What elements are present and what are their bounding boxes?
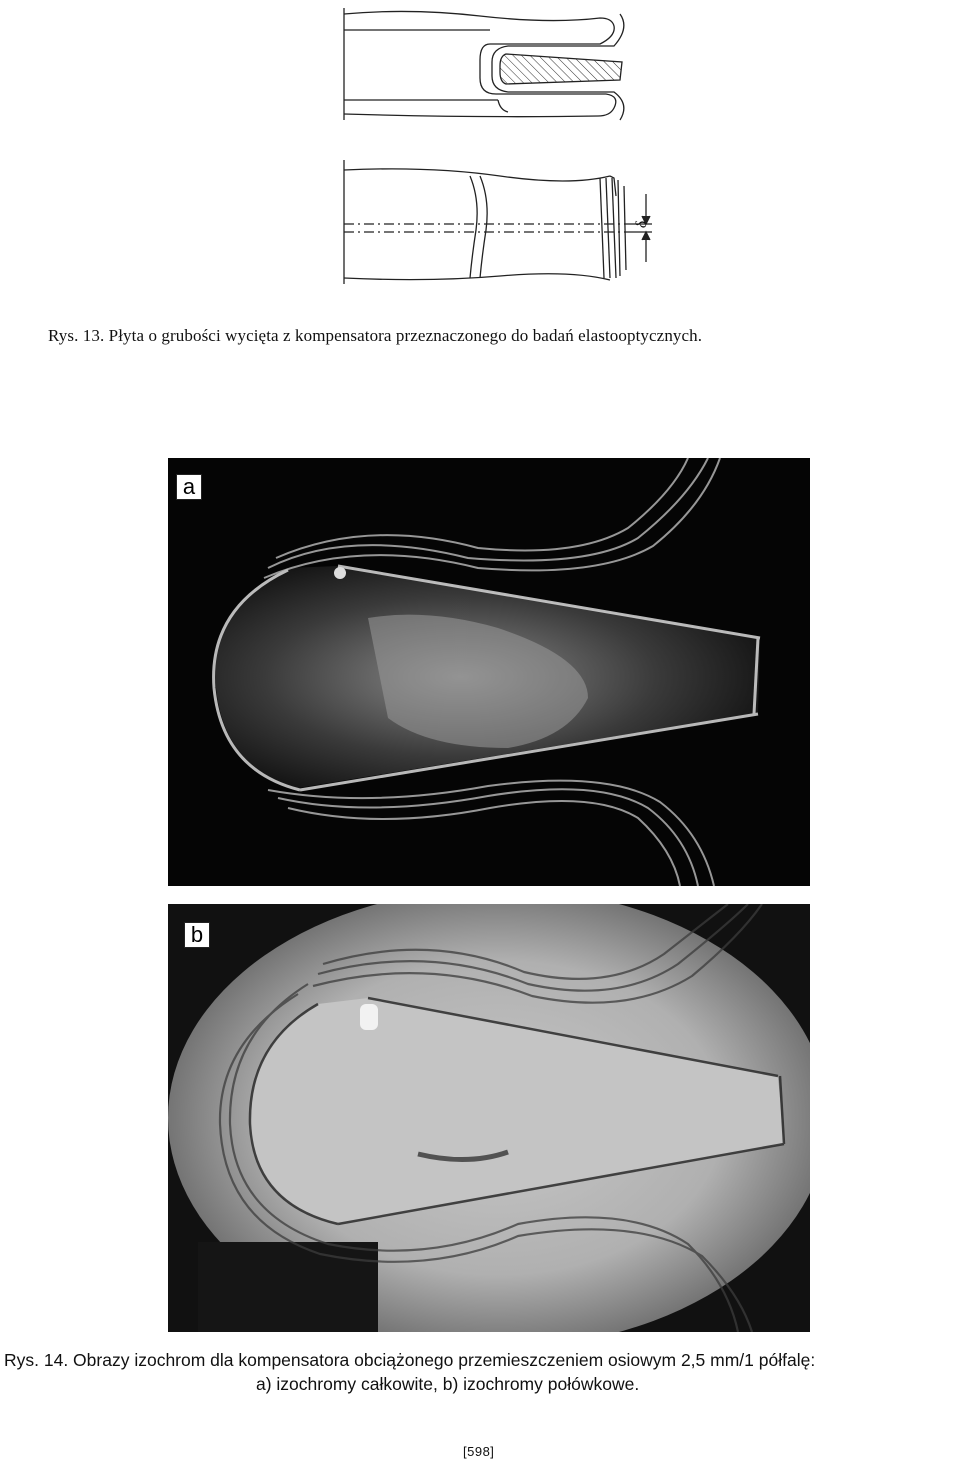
panel-b-label: b [184, 922, 210, 948]
page-number: [598] [463, 1444, 495, 1459]
figure-14-caption-line1: Rys. 14. Obrazy izochrom dla kompensatora obciążonego przemieszczeniem osiowym 2,5 mm/1 półfalę: [4, 1350, 816, 1370]
figure-14a-photo [168, 458, 810, 886]
dimension-delta-label: δ [634, 221, 650, 228]
isochrome-half-image [168, 904, 810, 1332]
figure-13-caption: Rys. 13. Płyta o grubości wycięta z kompensatora przeznaczonego do badań elastooptycznych. [48, 326, 703, 345]
figure-13-drawing [330, 0, 670, 300]
figure-14-caption-line2: a) izochromy całkowite, b) izochromy połówkowe. [256, 1374, 640, 1394]
isochrome-full-image [168, 458, 810, 886]
panel-a-label: a [176, 474, 202, 500]
figure-14b-photo [168, 904, 810, 1332]
